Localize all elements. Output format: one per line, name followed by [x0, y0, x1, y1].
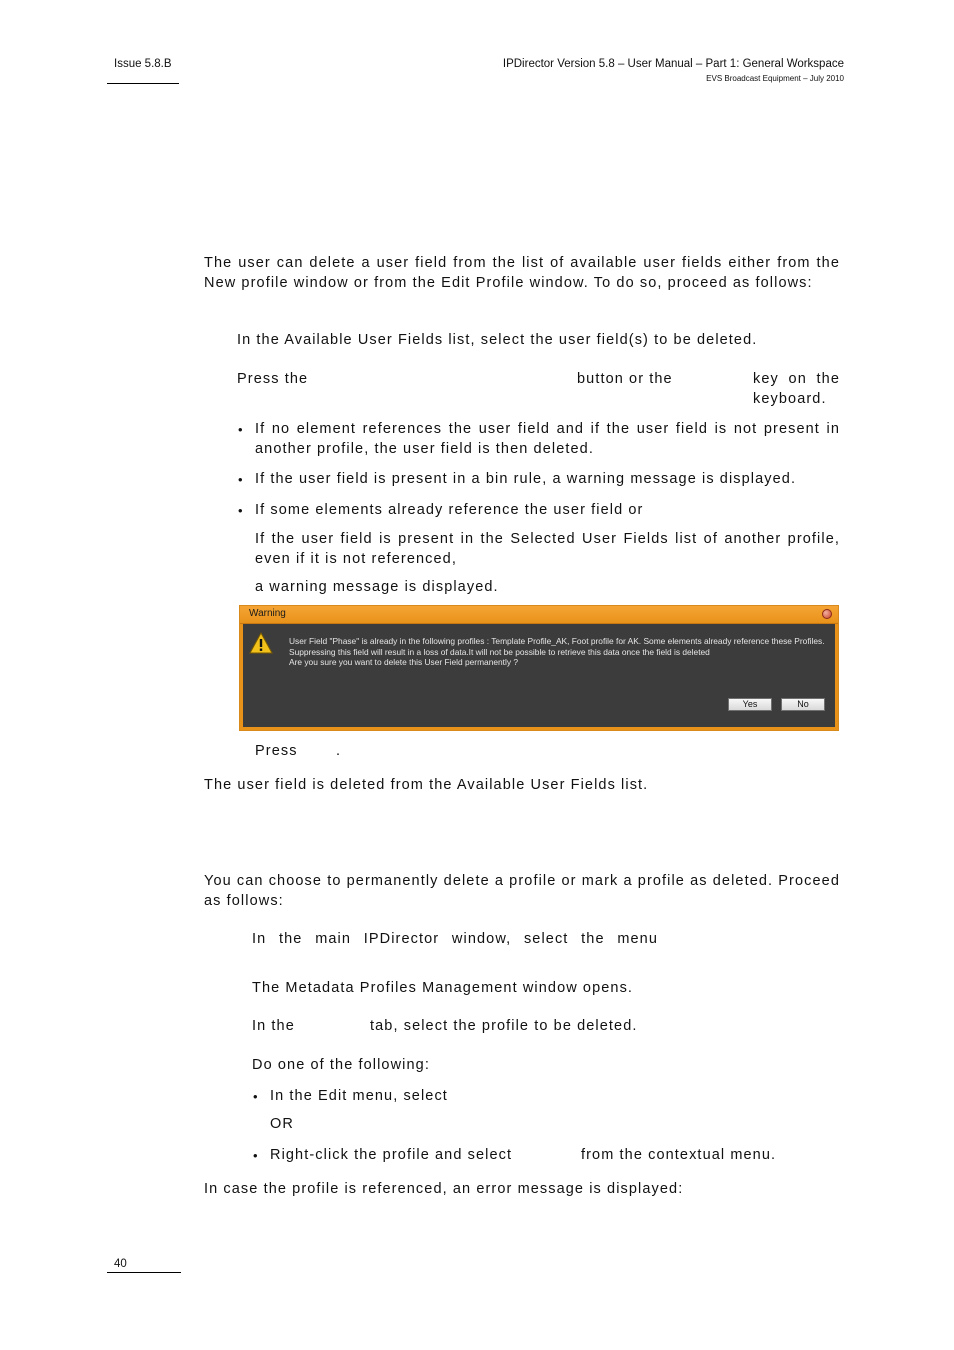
dialog-message-line3: Are you sure you want to delete this User Field permanently ? — [289, 657, 519, 667]
dialog-message-line2: Suppressing this field will result in a loss of data.It will not be possible to retrieve this data once the field is deleted — [289, 646, 710, 657]
warning-icon — [249, 632, 273, 654]
footer-divider — [107, 1272, 181, 1273]
issue-label: Issue 5.8.B — [114, 58, 172, 70]
section2-option-right-click-end: from the contextual menu. — [581, 1147, 777, 1163]
section2-step1: In the main IPDirector window, select the menu — [252, 931, 658, 947]
document-title: IPDirector Version 5.8 – User Manual – Part 1: General Workspace — [502, 58, 844, 70]
section1-step1: In the Available User Fields list, select the user field(s) to be deleted. — [237, 332, 758, 348]
section2-step2-b: tab, select the profile to be deleted. — [370, 1018, 638, 1034]
section1-bullet-no-reference: • If no element references the user field and if the user field is not present in another profile, the user field is then deleted. — [255, 420, 840, 459]
dialog-title: Warning — [249, 608, 286, 619]
document-subtitle: EVS Broadcast Equipment – July 2010 — [706, 74, 844, 83]
header-divider — [107, 83, 179, 84]
section1-bullet-referenced: • If some elements already reference the user field or — [255, 501, 840, 521]
section1-step2-press: Press the — [237, 371, 309, 387]
section2-step3: Do one of the following: — [252, 1057, 430, 1073]
section1-step3-press: Press — [255, 743, 298, 759]
page-number: 40 — [114, 1258, 127, 1270]
dialog-title-bar — [240, 606, 838, 624]
section1-step2-button: button or the — [577, 371, 673, 387]
section1-intro: The user can delete a user field from the list of available user fields either from the New profile window or from the Edit Profile window. To do so, proceed as follows: — [204, 255, 840, 291]
section2-or: OR — [270, 1116, 294, 1132]
dialog-message — [289, 636, 825, 668]
section1-bullet-bin-rule: • If the user field is present in a bin rule, a warning message is displayed. — [255, 470, 840, 490]
section2-step1-result: The Metadata Profiles Management window opens. — [252, 980, 634, 996]
no-button[interactable]: No — [781, 698, 825, 711]
close-icon[interactable] — [822, 609, 832, 619]
yes-button[interactable]: Yes — [728, 698, 772, 711]
section2-option-edit-menu: • In the Edit menu, select — [270, 1087, 448, 1107]
section2-step2-a: In the — [252, 1018, 295, 1034]
section1-bullet-referenced-end: a warning message is displayed. — [255, 579, 499, 595]
section2-option-right-click: • Right-click the profile and select — [270, 1146, 512, 1166]
section1-bullet-referenced-cont: If the user field is present in the Selected User Fields list of another profile, even if it is not referenced, — [255, 531, 840, 567]
section2-intro: You can choose to permanently delete a profile or mark a profile as deleted. Proceed as follows: — [204, 873, 840, 909]
section2-error-note: In case the profile is referenced, an error message is displayed: — [204, 1181, 684, 1197]
section1-step3-end: . — [336, 743, 342, 759]
section1-result: The user field is deleted from the Available User Fields list. — [204, 777, 649, 793]
warning-dialog — [239, 605, 839, 731]
dialog-message-line1: User Field "Phase" is already in the following profiles : Template Profile_AK, Foot profile for AK. Some elements already reference these Profiles. — [289, 636, 825, 646]
section1-step2-key: key on the keyboard. — [753, 371, 840, 407]
